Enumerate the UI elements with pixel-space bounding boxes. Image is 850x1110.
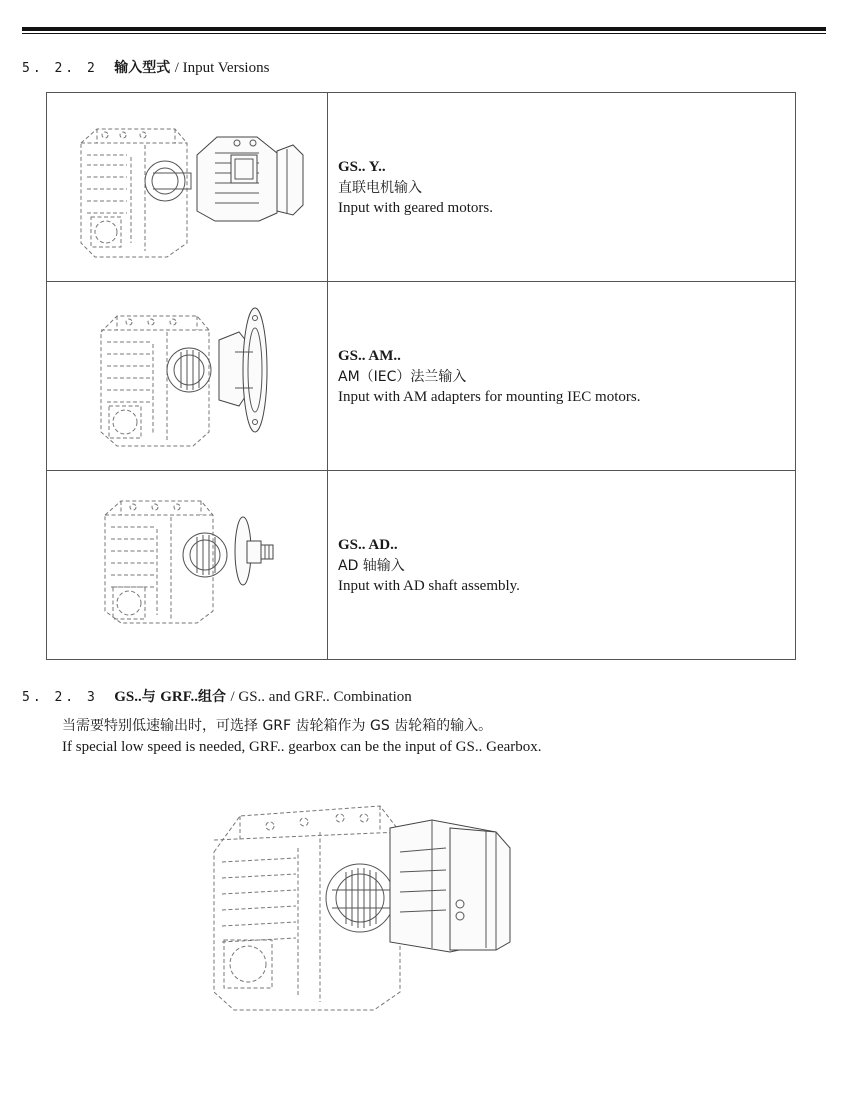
header-rule-thin	[22, 33, 826, 34]
section-title-cn: 输入型式	[114, 60, 171, 76]
text-cell	[328, 93, 796, 282]
gs-grf-combination-illustration	[200, 792, 530, 1022]
section-523-heading	[22, 686, 412, 708]
section-number: 5. 2. 3	[22, 690, 98, 705]
section-number: 5. 2. 2	[22, 61, 98, 76]
table-row	[47, 471, 796, 660]
image-cell	[47, 93, 328, 282]
version-en: Input with AM adapters for mounting IEC motors.	[338, 388, 641, 405]
text-cell	[328, 471, 796, 660]
table-row	[47, 93, 796, 282]
paragraph-en: If special low speed is needed, GRF.. gearbox can be the input of GS.. Gearbox.	[62, 739, 542, 755]
version-cn: AD 轴输入	[338, 557, 405, 574]
version-cn: 直联电机输入	[338, 179, 422, 196]
section-title-cn2: 组合	[198, 689, 227, 705]
version-code: GS.. AM..	[338, 347, 401, 364]
section-title-code2: GRF..	[160, 689, 199, 705]
version-en: Input with geared motors.	[338, 199, 493, 216]
section-title-cn1: 与	[141, 689, 156, 705]
input-versions-table	[46, 92, 796, 660]
version-code: GS.. AD..	[338, 536, 398, 553]
section-title-code: GS..	[114, 689, 142, 705]
text-cell	[328, 282, 796, 471]
image-cell	[47, 282, 328, 471]
gearbox-with-am-adapter-illustration	[47, 282, 327, 466]
paragraph-cn: 当需要特别低速输出时，可选择 GRF 齿轮箱作为 GS 齿轮箱的输入。	[62, 718, 493, 734]
table-row	[47, 282, 796, 471]
gearbox-with-motor-illustration	[47, 93, 327, 277]
version-code: GS.. Y..	[338, 158, 386, 175]
section-title-en: / GS.. and GRF.. Combination	[230, 689, 412, 705]
gearbox-with-ad-shaft-illustration	[47, 471, 327, 655]
header-rule-thick	[22, 27, 826, 31]
version-cn: AM（IEC）法兰输入	[338, 368, 467, 385]
section-title-en: / Input Versions	[174, 60, 270, 76]
version-en: Input with AD shaft assembly.	[338, 577, 520, 594]
image-cell	[47, 471, 328, 660]
section-522-heading	[22, 57, 269, 77]
